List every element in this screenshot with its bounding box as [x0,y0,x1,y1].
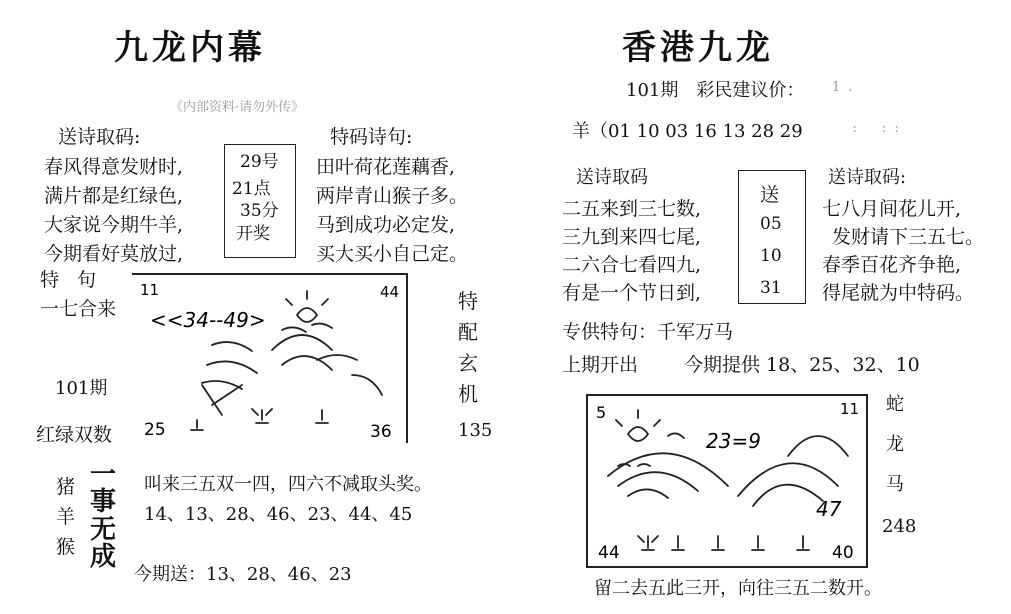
left-poem-header-left: 送诗取码: [58,126,141,148]
right-poem-line: 有是一个节日到, [562,282,702,304]
right-sketch [588,396,866,566]
right-bottom-line: 留二去五此三开，向往三五二数开。 [594,578,882,599]
right-side-number: 248 [882,516,917,537]
right-period-line: 101期 彩民建议价： [626,80,805,101]
right-box-line: 送 [760,184,780,206]
right-special-phrase: 专供特句：千军万马 [562,321,734,343]
sketch-number-br: 36 [370,422,392,442]
left-box-line: 35分 [240,201,279,221]
sketch-number-br: 40 [832,543,854,563]
left-poem-header-right: 特码诗句: [330,126,413,148]
left-box-line: 21点 [232,179,271,199]
vertical-text: 特配玄机 [458,289,478,406]
right-poem-line: 三九到来四七尾, [562,226,702,248]
left-red-green: 红绿双数 [36,424,113,446]
right-sheep-line: 羊（01 10 03 16 13 28 29 [572,121,803,142]
right-poem-line: 发财请下三五七。 [832,226,985,248]
right-poem-line: 七八月间花儿开, [822,198,962,220]
sketch-number-tl: 11 [140,281,160,299]
zodiac-dragon: 龙 [886,434,904,455]
zodiac-sheep: 羊 [56,506,76,528]
right-this-period: 今期提供 18、25、32、10 [684,354,920,376]
left-period: 101期 [55,378,108,399]
sketch-number-mid: 23=9 [706,429,761,453]
right-poem-line: 春季百花齐争艳, [822,254,962,276]
left-today-send: 今期送：13、28、46、23 [134,564,352,585]
left-poem-line: 今期看好莫放过, [44,243,184,265]
left-poem-line: 田叶荷花莲藕香, [316,156,456,178]
right-last-period: 上期开出 [562,354,639,376]
left-title: 九龙内幕 [114,28,266,68]
left-faint-line: 《内部资料·请勿外传》 [170,100,305,115]
left-poem-line: 满片都是红绿色, [44,185,184,207]
left-phrase: 一七合来 [40,298,117,320]
right-sketch-panel [586,394,868,568]
left-sketch [132,275,406,443]
left-poem-line: 两岸青山猴子多。 [316,185,469,207]
left-stamp: 一事无成 [89,460,116,572]
left-box-line: 29号 [240,152,279,172]
right-box-line: 10 [760,246,782,266]
left-poem-line: 大家说今期牛羊, [44,214,184,236]
left-poem-line: 马到成功必定发, [316,214,456,236]
right-poem-header-right: 送诗取码: [828,167,907,188]
sketch-number-tl: 5 [596,403,607,422]
zodiac-snake: 蛇 [886,394,904,415]
sketch-number-bl: 25 [144,420,166,440]
right-poem-line: 得尾就为中特码。 [822,282,975,304]
zodiac-pig: 猪 [56,476,76,498]
right-poem-header-left: 送诗取码 [576,167,648,188]
right-period-faint: 1 . [832,80,853,95]
sketch-number-right: 47 [816,497,842,521]
sketch-number-tr: 44 [380,283,400,301]
left-box-line: 开奖 [236,224,270,244]
right-title: 香港九龙 [622,28,774,68]
left-poem-line: 春风得意发财时, [44,156,184,178]
sketch-number-tr: 11 [840,400,860,418]
left-side-number: 135 [458,420,493,441]
right-sheep-faint: : : : [836,121,899,136]
zodiac-horse: 马 [886,474,904,495]
zodiac-monkey: 猴 [56,536,76,558]
left-special-phrase-label: 特 句 [40,269,103,291]
sketch-number-bl: 44 [598,543,620,563]
sketch-scribble: <<34--49> [150,308,266,332]
left-saying: 叫来三五双一四，四六不减取头奖。 [144,474,432,495]
left-numbers-line: 14、13、28、46、23、44、45 [144,504,413,525]
left-faint-subtitle [312,40,316,55]
right-vertical-label [456,286,480,410]
right-poem-line: 二六合七看四九, [562,254,702,276]
right-poem-line: 二五来到三七数, [562,198,702,220]
left-sketch-panel [132,273,408,443]
right-box-line: 05 [760,214,782,234]
right-box-line: 31 [760,278,782,298]
left-poem-line: 买大买小自己定。 [316,243,469,265]
